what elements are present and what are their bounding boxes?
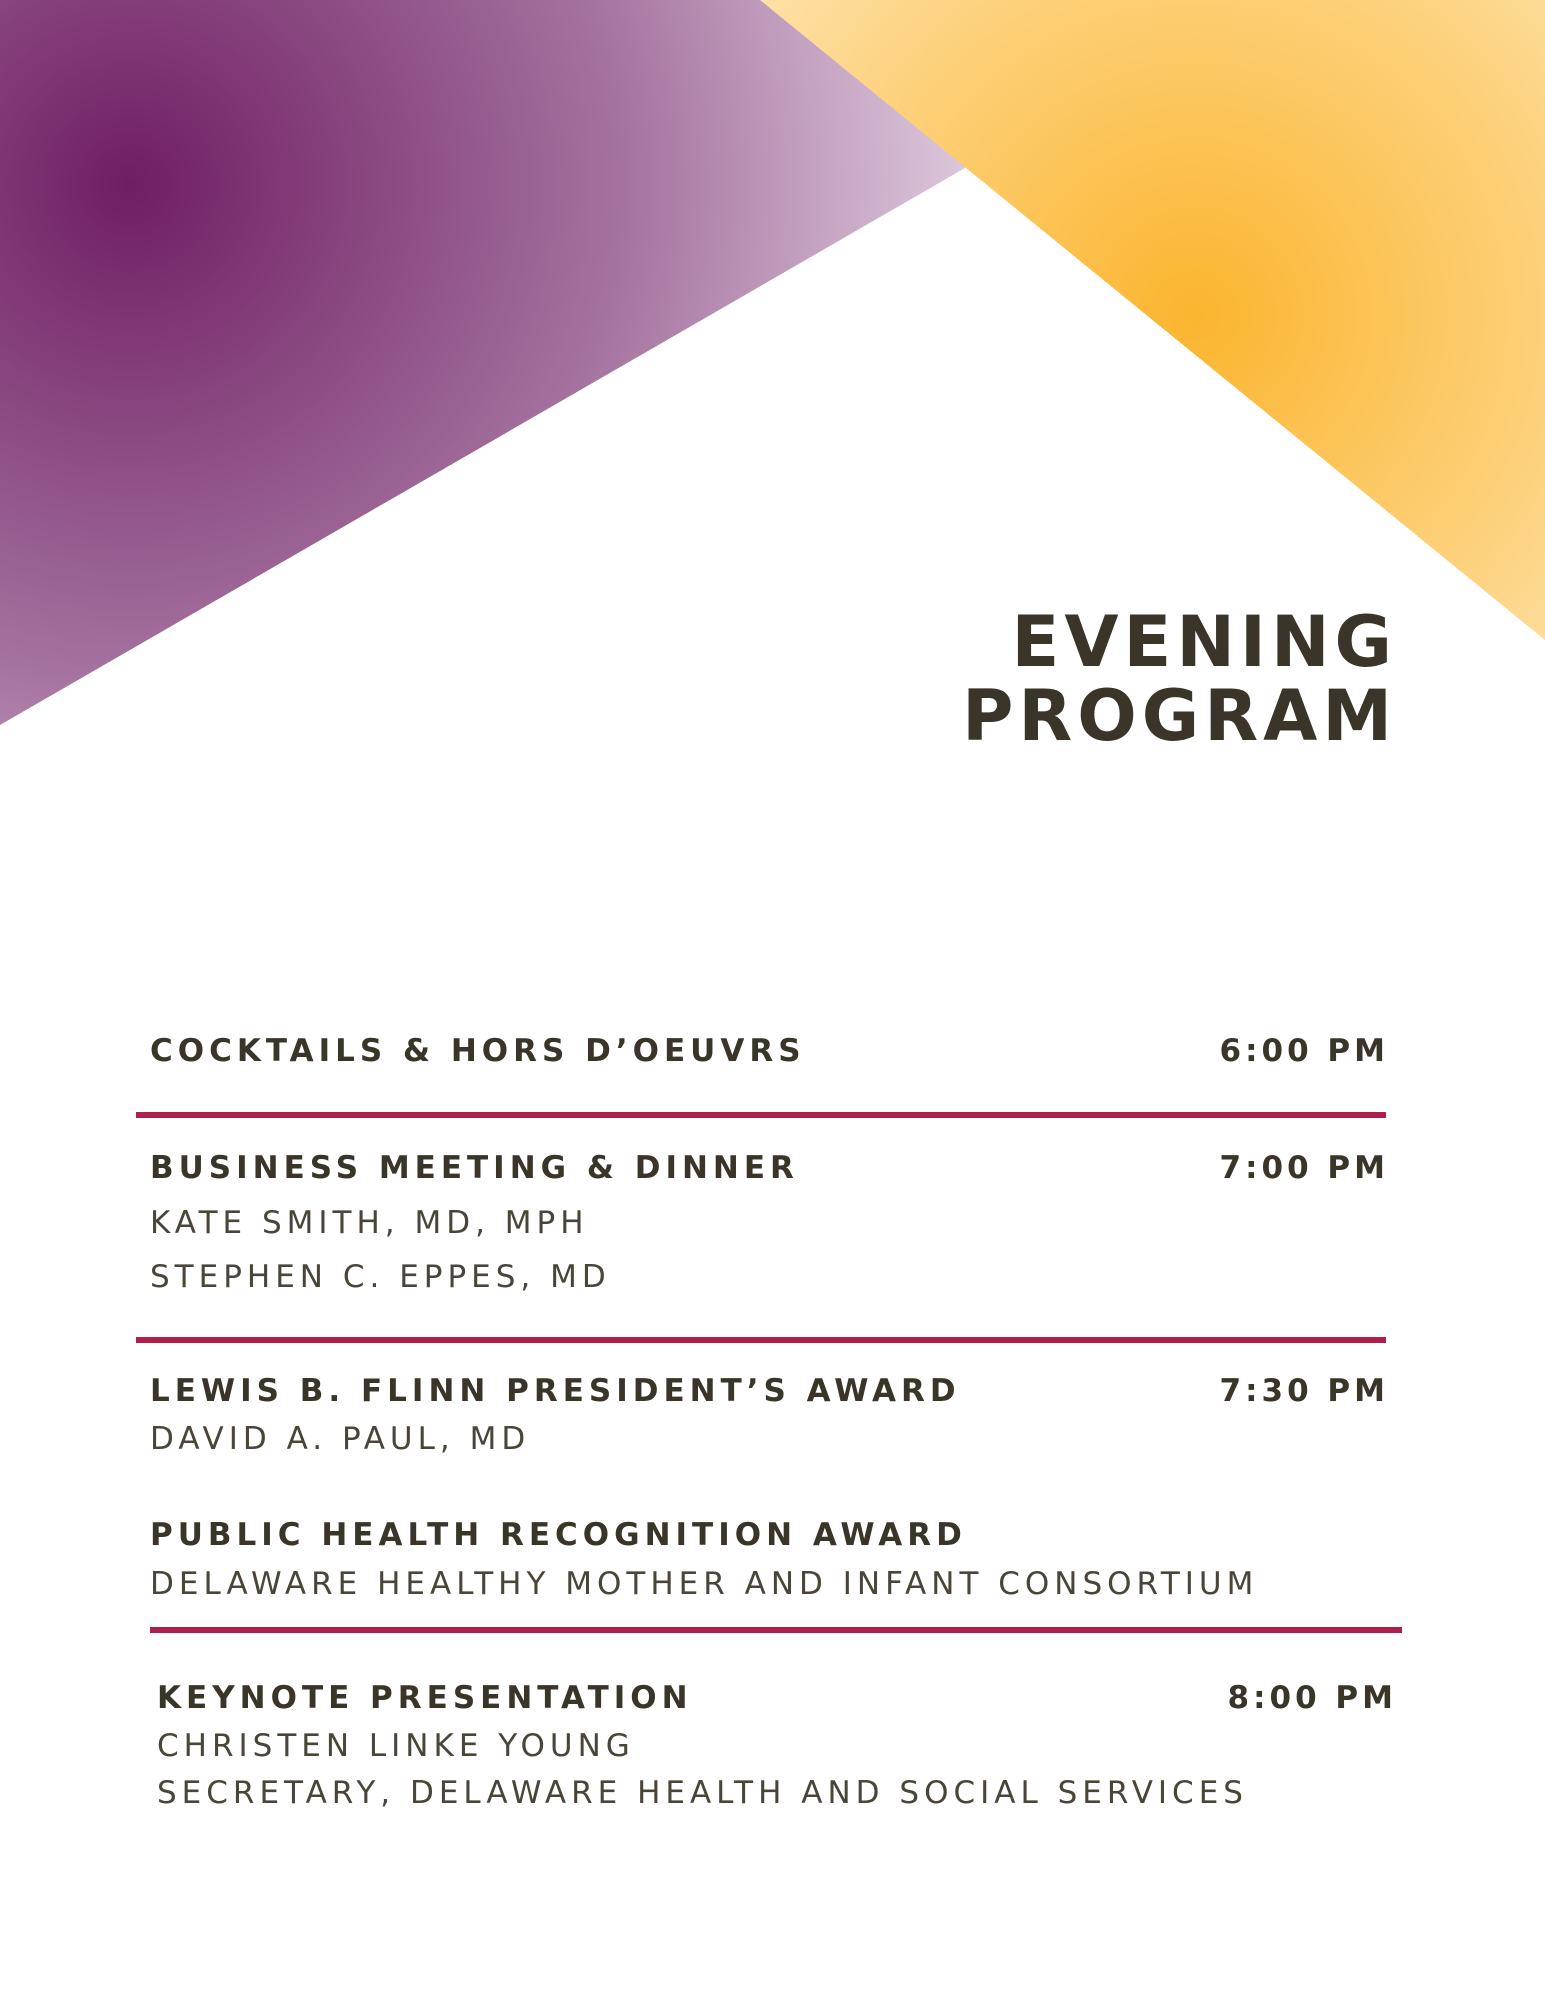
- event-heading-presidents-award: LEWIS B. FLINN PRESIDENT’S AWARD: [150, 1373, 961, 1409]
- speaker-stephen-eppes: STEPHEN C. EPPES, MD: [150, 1259, 611, 1295]
- awardee-consortium: DELAWARE HEALTHY MOTHER AND INFANT CONSORTIUM: [150, 1566, 1259, 1602]
- event-heading-business-meeting: BUSINESS MEETING & DINNER: [150, 1150, 799, 1186]
- event-heading-cocktails: COCKTAILS & HORS D’OEUVRS: [150, 1033, 806, 1069]
- divider-rule: [136, 1112, 1386, 1118]
- title-line-evening: EVENING: [1011, 601, 1397, 683]
- speaker-title: SECRETARY, DELAWARE HEALTH AND SOCIAL SERVICES: [157, 1775, 1248, 1811]
- event-time-presidents-award: 7:30 PM: [1219, 1373, 1389, 1409]
- event-heading-keynote: KEYNOTE PRESENTATION: [157, 1680, 693, 1716]
- purple-triangle: [0, 0, 965, 725]
- gold-triangle: [760, 0, 1545, 640]
- awardee-david-paul: DAVID A. PAUL, MD: [150, 1421, 531, 1457]
- divider-rule: [150, 1627, 1402, 1633]
- speaker-christen-linke-young: CHRISTEN LINKE YOUNG: [157, 1728, 635, 1764]
- event-time-keynote: 8:00 PM: [1227, 1680, 1397, 1716]
- title-line-program: PROGRAM: [962, 675, 1397, 757]
- speaker-kate-smith: KATE SMITH, MD, MPH: [150, 1205, 589, 1241]
- page-title: [962, 601, 1397, 757]
- event-time-cocktails: 6:00 PM: [1219, 1033, 1389, 1069]
- event-time-business-meeting: 7:00 PM: [1219, 1150, 1389, 1186]
- event-heading-public-health-award: PUBLIC HEALTH RECOGNITION AWARD: [150, 1517, 967, 1553]
- divider-rule: [136, 1337, 1386, 1343]
